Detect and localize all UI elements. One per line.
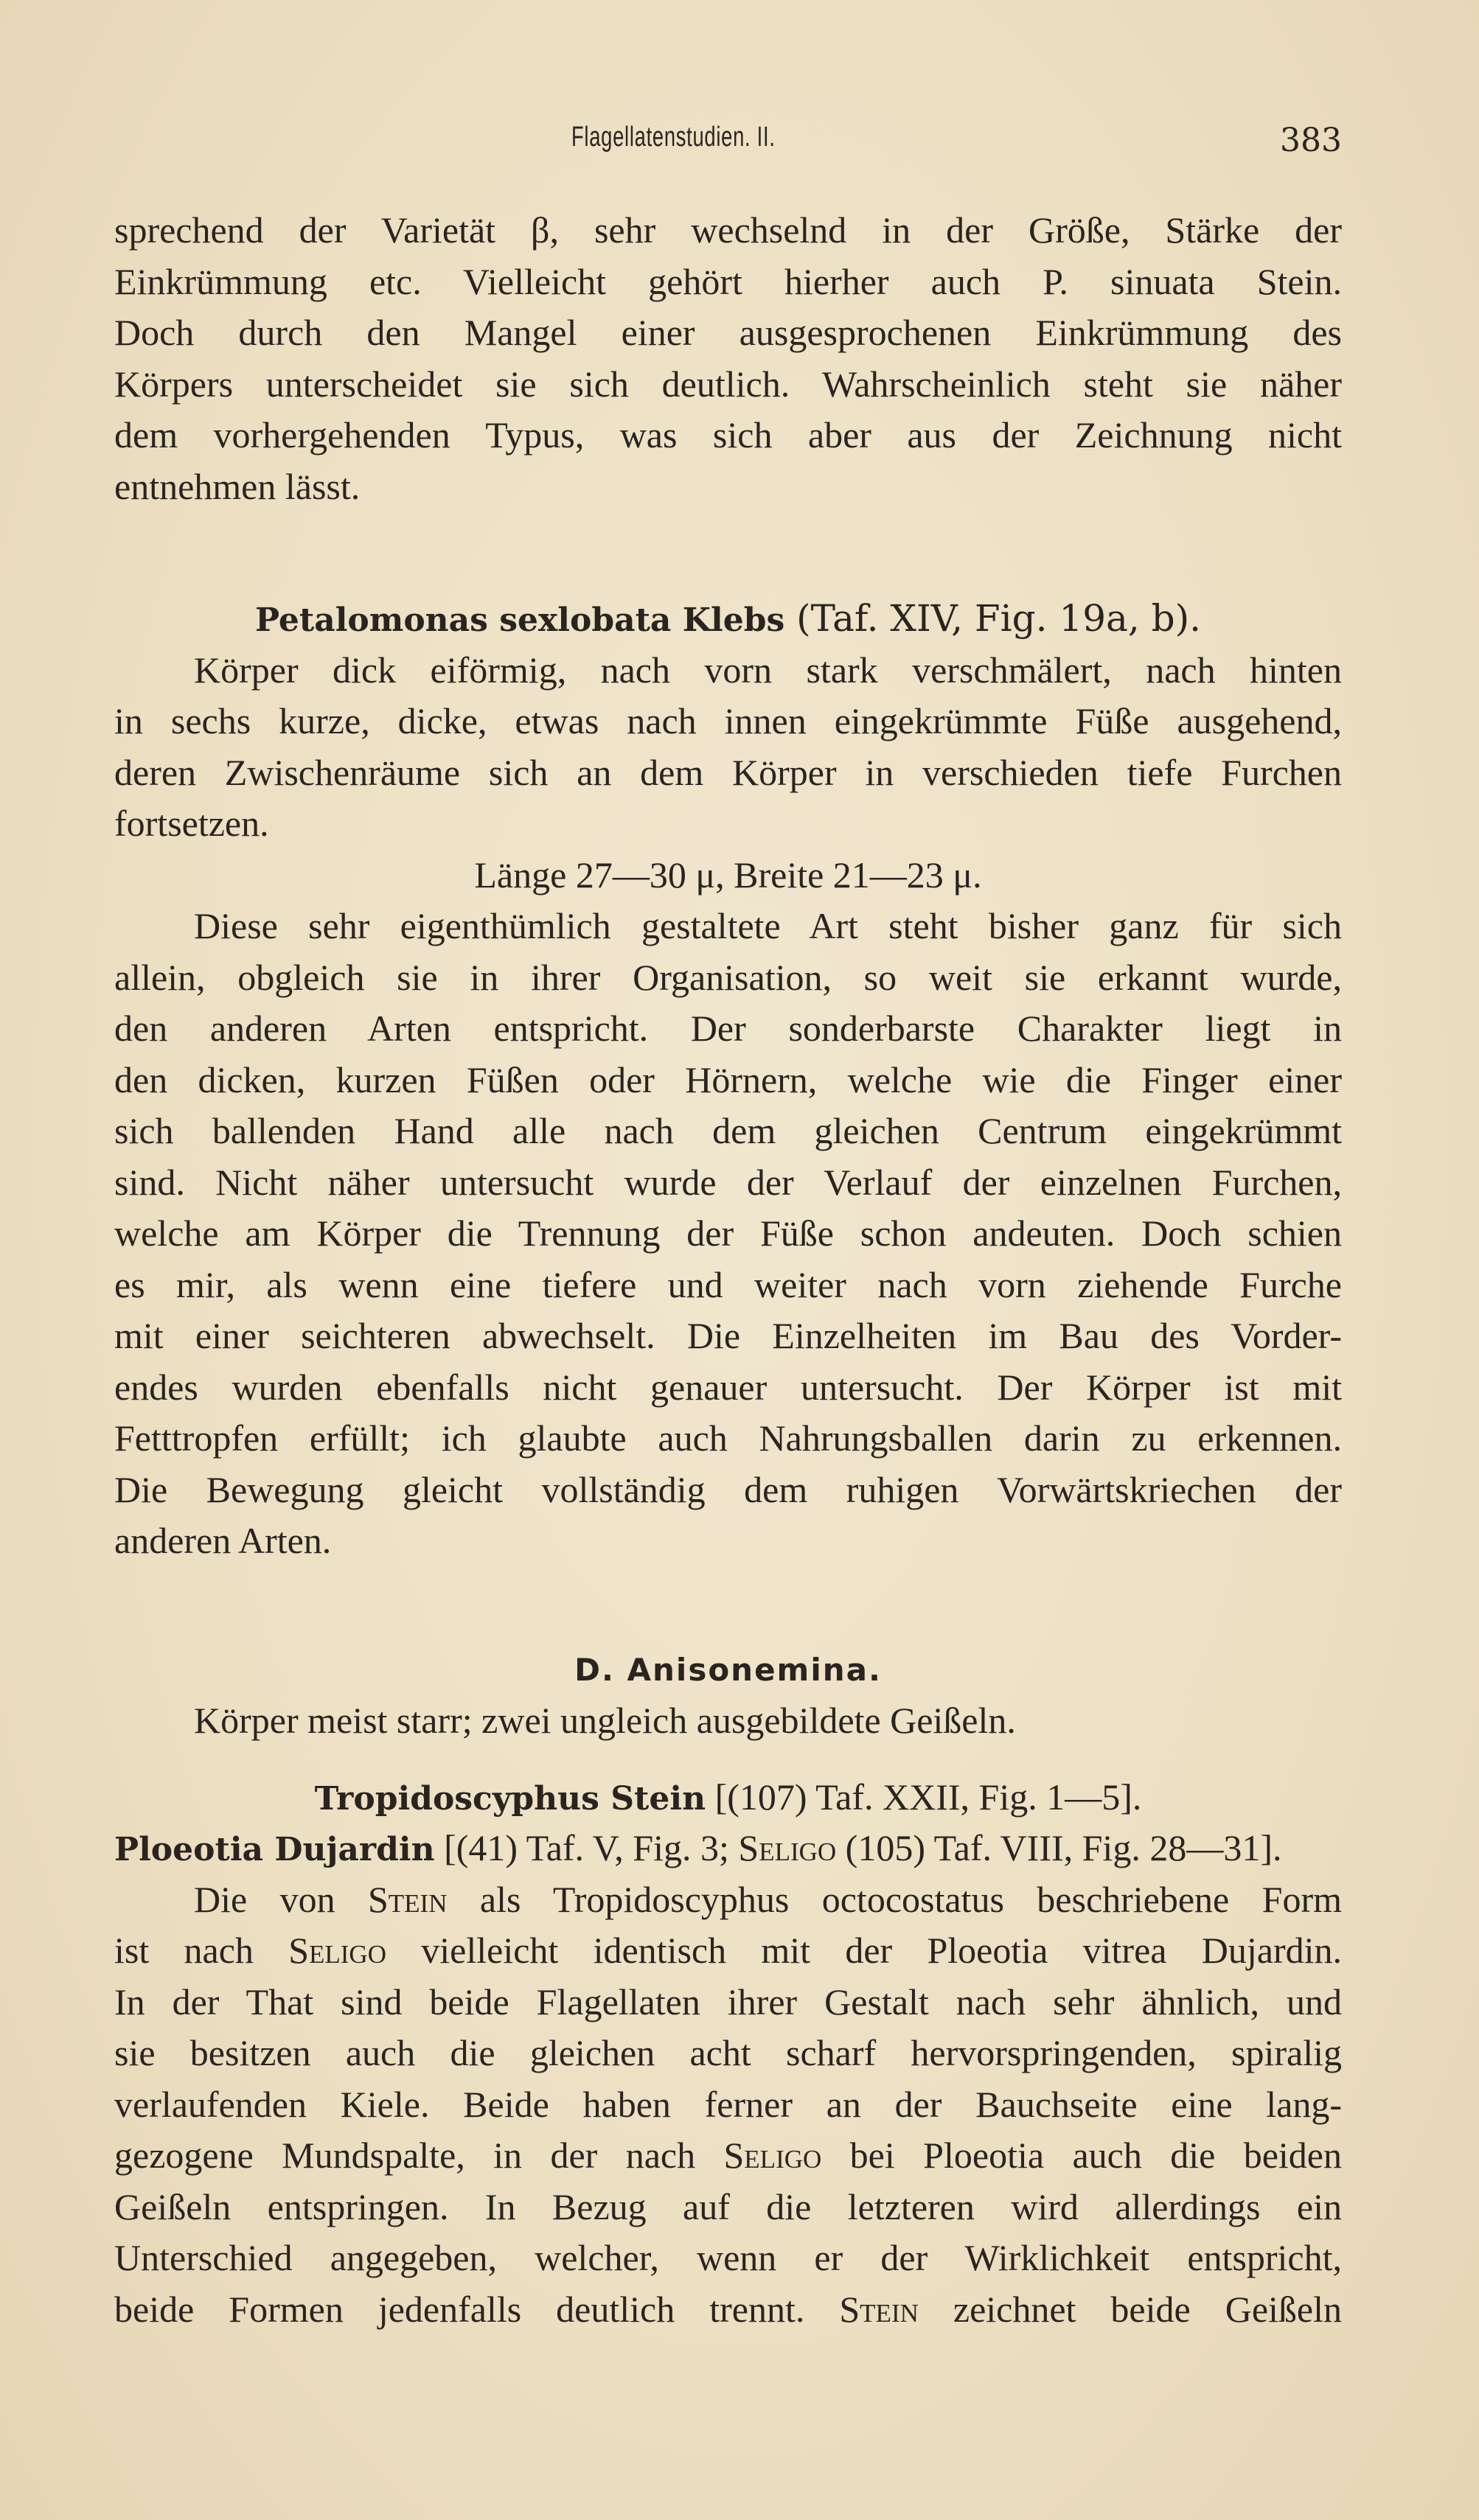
text-line: anderen Arten.: [114, 1520, 332, 1561]
text-line: Diese sehr eigenthümlich gestaltete Art steht bisher ganz für sich: [194, 905, 1342, 946]
text-line: [114, 1874, 1342, 1926]
text-line: es mir, als wenn eine tiefere und weiter nach vorn ziehende Furche: [114, 1263, 1342, 1305]
text-span: beide Formen jedenfalls deutlich trennt.: [114, 2288, 840, 2330]
text-line: entnehmen lässt.: [114, 465, 361, 507]
author-name: Seligo: [288, 1930, 386, 1971]
text-line: Die Bewegung gleicht vollständig dem ruhigen Vorwärtskriechen der: [114, 1468, 1342, 1510]
text-span: zeichnet beide Geißeln: [918, 2288, 1342, 2330]
text-line: mit einer seichteren abwechselt. Die Einzelheiten im Bau des Vorder-: [114, 1315, 1342, 1356]
text-line: sich ballenden Hand alle nach dem gleichen Centrum eingekrümmt: [114, 1110, 1342, 1151]
running-title: Flagellatenstudien. II.: [571, 122, 776, 153]
genus-name: Ploeotia Dujardin: [114, 1831, 435, 1868]
text-line: [114, 1925, 1342, 1977]
genus-heading: [114, 1823, 1342, 1874]
spacer: [114, 1567, 1342, 1644]
text-line: Fetttropfen erfüllt; ich glaubte auch Nahrungsballen darin zu erkennen.: [114, 1417, 1342, 1459]
author-name: Stein: [839, 2288, 919, 2330]
section-heading: D. Anisonemina.: [574, 1651, 882, 1688]
text-line: fortsetzen.: [114, 803, 269, 844]
text-line: Geißeln entspringen. In Bezug auf die letzteren wird allerdings ein: [114, 2185, 1342, 2227]
author-name: Stein: [367, 1878, 448, 1920]
page-header: [114, 122, 1342, 166]
text-line: sind. Nicht näher untersucht wurde der Verlauf der einzelnen Furchen,: [114, 1161, 1342, 1203]
text-line: Körpers unterscheidet sie sich deutlich. Wahrscheinlich steht sie näher: [114, 363, 1342, 405]
text-line: Unterschied angegeben, welcher, wenn er der Wirklichkeit entspricht,: [114, 2237, 1342, 2278]
text-line: [114, 2130, 1342, 2182]
text-line: endes wurden ebenfalls nicht genauer untersucht. Der Körper ist mit: [114, 1366, 1342, 1408]
spacer: [114, 1747, 1342, 1772]
text-line: in sechs kurze, dicke, etwas nach innen eingekrümmte Füße ausgehend,: [114, 700, 1342, 741]
text-line: den anderen Arten entspricht. Der sonderbarste Charakter liegt in: [114, 1008, 1342, 1049]
text-line: [114, 2284, 1342, 2336]
author-name: Seligo: [738, 1827, 837, 1868]
text-line: dem vorhergehenden Typus, was sich aber aus der Zeichnung nicht: [114, 414, 1342, 456]
author-name: Seligo: [723, 2135, 822, 2176]
text-span: als Tropidoscyphus octocostatus beschriebene Form: [447, 1878, 1342, 1920]
genus-name: Tropidoscyphus Stein: [314, 1779, 706, 1818]
genus-ref: (105) Taf. VIII, Fig. 28—31].: [836, 1827, 1282, 1868]
text-line: deren Zwischenräume sich an dem Körper in verschieden tiefe Furchen: [114, 751, 1342, 793]
text-line: welche am Körper die Trennung der Füße schon andeuten. Doch schien: [114, 1212, 1342, 1254]
page-number: 383: [1280, 122, 1342, 159]
measurement-line: Länge 27—30 μ, Breite 21—23 μ.: [474, 854, 982, 896]
spacer: [114, 512, 1342, 593]
text-line: sprechend der Varietät β, sehr wechselnd in der Größe, Stärke der: [114, 209, 1342, 251]
text-line: verlaufenden Kiele. Beide haben ferner an der Bauchseite eine lang-: [114, 2083, 1342, 2125]
body-text: [114, 205, 1342, 2335]
genus-ref: [(41) Taf. V, Fig. 3;: [434, 1827, 739, 1868]
text-span: Die von: [194, 1878, 368, 1920]
text-span: vielleicht identisch mit der Ploeotia vitrea Dujardin.: [386, 1930, 1342, 1971]
species-name: Petalomonas sexlobata Klebs: [254, 601, 785, 639]
text-line: Einkrümmung etc. Vielleicht gehört hierher auch P. sinuata Stein.: [114, 260, 1342, 302]
text-span: ist nach: [114, 1930, 289, 1971]
text-line: Körper dick eiförmig, nach vorn stark verschmälert, nach hinten: [194, 649, 1342, 691]
text-span: gezogene Mundspalte, in der nach: [114, 2135, 724, 2176]
text-span: bei Ploeotia auch die beiden: [821, 2135, 1342, 2176]
text-line: Doch durch den Mangel einer ausgesprochenen Einkrümmung des: [114, 312, 1342, 353]
species-ref: (Taf. XIV, Fig. 19a, b).: [784, 597, 1202, 640]
text-line: allein, obgleich sie in ihrer Organisation, so weit sie erkannt wurde,: [114, 956, 1342, 998]
genus-ref: [(107) Taf. XXII, Fig. 1—5].: [706, 1776, 1142, 1818]
text-line: In der That sind beide Flagellaten ihrer Gestalt nach sehr ähnlich, und: [114, 1980, 1342, 2022]
text-line: sie besitzen auch die gleichen acht scharf hervorspringenden, spiralig: [114, 2032, 1342, 2073]
text-line: den dicken, kurzen Füßen oder Hörnern, welche wie die Finger einer: [114, 1058, 1342, 1100]
genus-heading: [114, 1772, 1342, 1823]
section-description: Körper meist starr; zwei ungleich ausgebildete Geißeln.: [194, 1700, 1016, 1741]
species-heading: [114, 593, 1342, 645]
